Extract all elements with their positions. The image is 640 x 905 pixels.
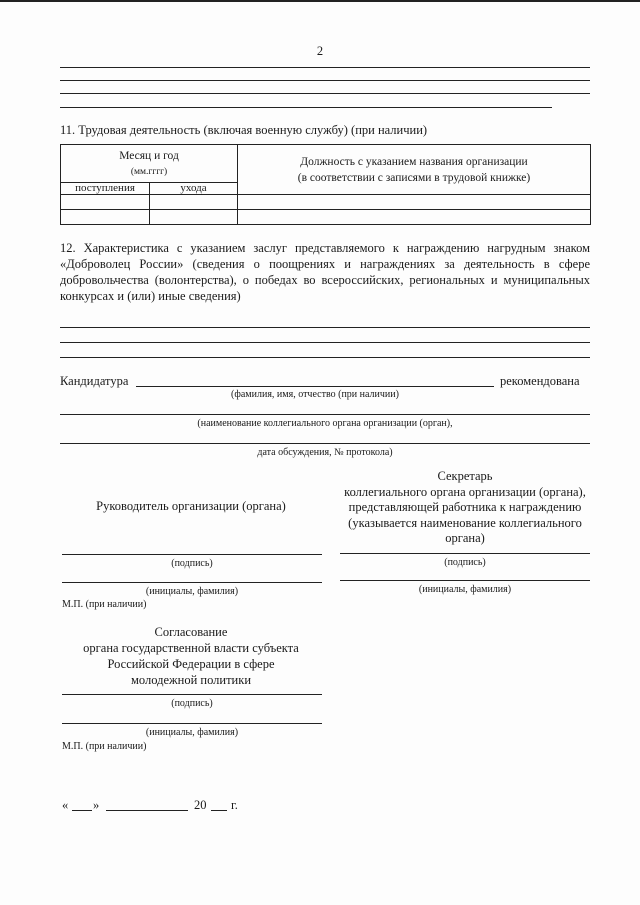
position-cell[interactable] [238, 195, 591, 210]
organ-line[interactable] [60, 414, 590, 415]
end-subheader: ухода [150, 183, 238, 195]
section11-heading: 11. Трудовая деятельность (включая военную службу) (при наличии) [60, 123, 428, 137]
secretary-title: Секретарь коллегиального органа организации (органа), представляющей работника к награждению (указывается наименование коллегиального органа) [344, 469, 586, 545]
position-cell[interactable] [238, 210, 591, 225]
organ-caption: (наименование коллегиального органа организации (орган), [197, 418, 453, 429]
candidate-name-line[interactable] [136, 386, 494, 387]
approval-initials-caption: (инициалы, фамилия) [145, 727, 239, 738]
candidacy-label: Кандидатура [60, 374, 129, 388]
head-signature-caption: (подпись) [171, 558, 213, 569]
blank-line[interactable] [60, 342, 590, 343]
section12-paragraph: 12. Характеристика с указанием заслуг представляемого к награждению нагрудным знаком «Доброволец России» (сведения о поощрениях и награждениях за деятельность в сфере добровольчества (волонтерства), о победах во всероссийских, региональных и муниципальных конкурсах и (или) иные сведения) [60, 241, 590, 303]
approval-signature-line[interactable] [62, 694, 322, 695]
scan-edge [0, 0, 640, 2]
start-cell[interactable] [61, 195, 150, 210]
month-field[interactable] [106, 810, 188, 811]
approval-signature-caption: (подпись) [171, 698, 213, 709]
head-initials-caption: (инициалы, фамилия) [145, 586, 239, 597]
secretary-signature-caption: (подпись) [444, 557, 486, 568]
year-prefix: 20 [194, 798, 207, 812]
year-field[interactable] [211, 810, 227, 811]
blank-line[interactable] [60, 80, 590, 81]
fio-caption: (фамилия, имя, отчество (при наличии) [231, 389, 399, 400]
approval-title: Согласование органа государственной власти субъекта Российской Федерации в сфере молодежной политики [83, 625, 299, 687]
end-cell[interactable] [150, 195, 238, 210]
day-field[interactable] [72, 810, 92, 811]
date-open-quote: « [62, 798, 69, 812]
page-number: 2 [316, 44, 324, 58]
head-title: Руководитель организации (органа) [96, 499, 286, 513]
end-cell[interactable] [150, 210, 238, 225]
date-caption: дата обсуждения, № протокола) [257, 447, 393, 458]
start-cell[interactable] [61, 210, 150, 225]
secretary-initials-caption: (инициалы, фамилия) [418, 584, 512, 595]
secretary-initials-line[interactable] [340, 580, 590, 581]
approval-initials-line[interactable] [62, 723, 322, 724]
blank-line[interactable] [60, 93, 590, 94]
head-initials-line[interactable] [62, 582, 322, 583]
start-subheader: поступления [61, 183, 150, 195]
stamp-note: М.П. (при наличии) [62, 599, 147, 610]
work-history-table [60, 144, 591, 225]
head-signature-line[interactable] [62, 554, 322, 555]
blank-line[interactable] [60, 67, 590, 68]
position-header: Должность с указанием названия организации (в соответствии с записями в трудовой книжке) [238, 145, 591, 195]
year-suffix: г. [231, 798, 238, 812]
blank-line[interactable] [60, 357, 590, 358]
date-close-quote: » [93, 798, 100, 812]
date-protocol-line[interactable] [60, 443, 590, 444]
blank-line[interactable] [60, 327, 590, 328]
secretary-signature-line[interactable] [340, 553, 590, 554]
recommended-label: рекомендована [500, 374, 580, 388]
blank-line[interactable] [60, 107, 552, 108]
approval-stamp-note: М.П. (при наличии) [62, 741, 147, 752]
month-year-header: Месяц и год (мм.гггг) [61, 145, 238, 183]
